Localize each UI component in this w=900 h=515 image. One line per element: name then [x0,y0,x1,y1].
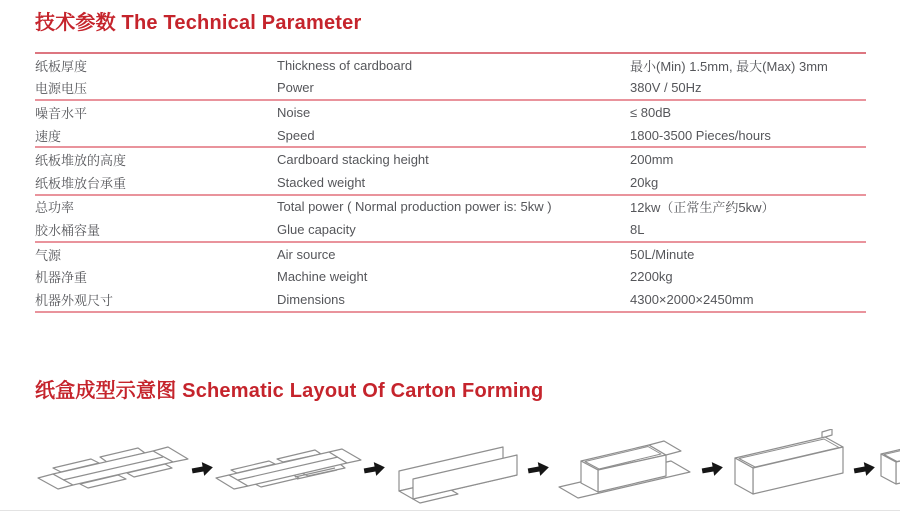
spec-row [35,288,866,311]
spec-group [35,54,866,101]
spec-label-en: Total power ( Normal production power is: 5kw ) [277,199,552,215]
spec-label-en: Speed [277,127,315,143]
spec-label-en: Glue capacity [277,221,356,237]
spec-row [35,171,866,194]
arrow-right-icon [191,459,215,479]
spec-value: 8L [630,221,645,237]
technical-parameter-title: 技术参数 The Technical Parameter [35,12,362,34]
spec-label-en: Dimensions [277,291,345,307]
spec-label-en: Power [277,80,314,96]
arrow-right-icon [363,459,387,479]
spec-row [35,77,866,100]
spec-row [35,54,866,77]
spec-group [35,101,866,148]
stage-tray-formed-on-sheet [551,429,701,509]
spec-label-zh: 纸板厚度 [35,58,88,74]
spec-group [35,148,866,195]
spec-value: ≤ 80dB [630,104,672,120]
spec-label-en: Thickness of cardboard [277,57,413,73]
spec-row [35,196,866,219]
spec-label-zh: 速度 [35,128,62,144]
spec-label-zh: 电源电压 [35,81,88,97]
schematic-layout-title: 纸盒成型示意图 Schematic Layout Of Carton Forming [35,379,544,402]
spec-label-en: Machine weight [277,269,368,285]
spec-label-zh: 噪音水平 [35,105,88,121]
spec-row [35,101,866,124]
spec-label-zh: 机器外观尺寸 [35,292,114,308]
stage-tray-with-open-flaps [725,429,853,509]
spec-value: 200mm [630,152,674,168]
spec-label-zh: 总功率 [35,200,75,216]
spec-label-en: Noise [277,104,311,120]
spec-label-zh: 纸板堆放台承重 [35,175,127,191]
spec-group [35,196,866,243]
stage-creased-blank [215,429,363,509]
spec-group [35,243,866,313]
spec-value: 1800-3500 Pieces/hours [630,127,771,143]
arrow-right-icon [853,459,877,479]
spec-value: 4300×2000×2450mm [630,291,754,307]
spec-value: 最小(Min) 1.5mm, 最大(Max) 3mm [630,58,828,74]
stage-side-walls-folded-up [387,429,527,509]
carton-forming-stages [35,429,866,509]
spec-value: 12kw（正常生产约5kw） [630,200,775,216]
spec-value: 2200kg [630,269,673,285]
spec-value: 380V / 50Hz [630,80,702,96]
page-bottom-divider [0,510,900,511]
spec-label-en: Cardboard stacking height [277,152,429,168]
spec-label-zh: 胶水桶容量 [35,222,101,238]
spec-row [35,124,866,147]
spec-value: 50L/Minute [630,246,695,262]
arrow-right-icon [701,459,725,479]
spec-label-zh: 气源 [35,247,62,263]
spec-label-zh: 机器净重 [35,270,88,286]
spec-row [35,218,866,241]
spec-row [35,265,866,288]
arrow-right-icon [527,459,551,479]
spec-value: 20kg [630,174,659,190]
spec-label-en: Stacked weight [277,174,366,190]
stage-finished-open-tray [877,429,900,509]
spec-label-en: Air source [277,246,336,262]
spec-row [35,148,866,171]
spec-table [35,54,866,313]
spec-row [35,243,866,266]
stage-flat-die-cut-blank [35,429,191,509]
spec-label-zh: 纸板堆放的高度 [35,153,127,169]
